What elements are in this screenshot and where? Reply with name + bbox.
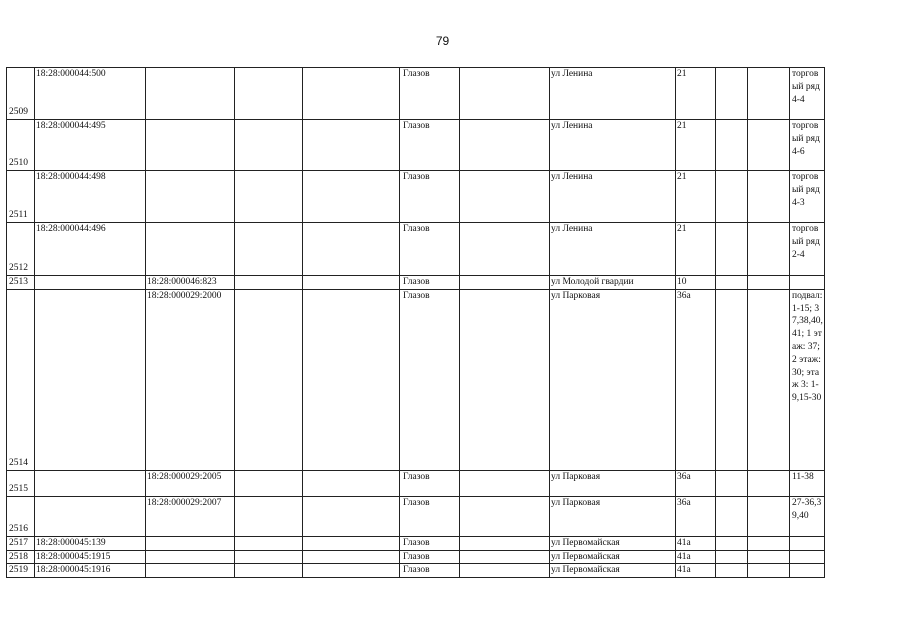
empty-cell <box>716 470 748 496</box>
city-cell: Глазов <box>400 68 460 120</box>
empty-cell <box>748 68 790 120</box>
house-cell: 41а <box>676 550 716 564</box>
table-row <box>7 276 825 290</box>
empty-cell <box>460 223 550 276</box>
empty-cell <box>303 120 400 171</box>
empty-cell <box>460 550 550 564</box>
premises-cell: подвал: 1-15; 37,38,40,41; 1 этаж: 37; 2 этаж: 30; этаж 3: 1-9,15-30 <box>790 289 825 470</box>
empty-cell <box>716 550 748 564</box>
table-row <box>7 536 825 550</box>
city-cell: Глазов <box>400 470 460 496</box>
street-cell: ул Первомайская <box>550 564 676 578</box>
row-number: 2517 <box>7 536 35 550</box>
empty-cell <box>748 223 790 276</box>
empty-cell <box>303 276 400 290</box>
street-cell: ул Первомайская <box>550 550 676 564</box>
premises-cell: 11-38 <box>790 470 825 496</box>
street-cell: ул Ленина <box>550 223 676 276</box>
empty-cell <box>748 470 790 496</box>
registry-table <box>6 67 825 578</box>
premises-cell <box>790 550 825 564</box>
street-cell: ул Молодой гвардии <box>550 276 676 290</box>
premises-cell <box>790 536 825 550</box>
cadastral-number: 18:28:000045:139 <box>35 536 146 550</box>
street-cell: ул Ленина <box>550 171 676 223</box>
house-cell: 41а <box>676 564 716 578</box>
row-number: 2514 <box>7 289 35 470</box>
empty-cell <box>748 550 790 564</box>
page-number: 79 <box>435 34 450 48</box>
building-cadastral-number <box>146 564 235 578</box>
house-cell: 41а <box>676 536 716 550</box>
cadastral-number: 18:28:000044:496 <box>35 223 146 276</box>
empty-cell <box>748 289 790 470</box>
empty-cell <box>716 536 748 550</box>
house-cell: 10 <box>676 276 716 290</box>
premises-cell: торговый ряд 4-4 <box>790 68 825 120</box>
row-number: 2513 <box>7 276 35 290</box>
empty-cell <box>460 120 550 171</box>
empty-cell <box>303 470 400 496</box>
empty-cell <box>235 536 303 550</box>
building-cadastral-number <box>146 171 235 223</box>
house-cell: 36а <box>676 289 716 470</box>
empty-cell <box>716 289 748 470</box>
empty-cell <box>235 289 303 470</box>
building-cadastral-number <box>146 550 235 564</box>
building-cadastral-number: 18:28:000029:2007 <box>146 496 235 536</box>
empty-cell <box>460 470 550 496</box>
cadastral-number: 18:28:000044:500 <box>35 68 146 120</box>
house-cell: 36а <box>676 470 716 496</box>
city-cell: Глазов <box>400 289 460 470</box>
row-number: 2518 <box>7 550 35 564</box>
city-cell: Глазов <box>400 223 460 276</box>
city-cell: Глазов <box>400 120 460 171</box>
table-row <box>7 289 825 470</box>
cadastral-number: 18:28:000045:1916 <box>35 564 146 578</box>
city-cell: Глазов <box>400 550 460 564</box>
row-number: 2509 <box>7 68 35 120</box>
cadastral-number <box>35 289 146 470</box>
city-cell: Глазов <box>400 564 460 578</box>
empty-cell <box>716 223 748 276</box>
premises-cell: торговый ряд 2-4 <box>790 223 825 276</box>
city-cell: Глазов <box>400 171 460 223</box>
table-row <box>7 171 825 223</box>
cadastral-number <box>35 470 146 496</box>
street-cell: ул Парковая <box>550 496 676 536</box>
row-number: 2512 <box>7 223 35 276</box>
empty-cell <box>748 120 790 171</box>
empty-cell <box>303 536 400 550</box>
empty-cell <box>235 68 303 120</box>
cadastral-number <box>35 276 146 290</box>
cadastral-number: 18:28:000044:495 <box>35 120 146 171</box>
empty-cell <box>460 496 550 536</box>
building-cadastral-number <box>146 120 235 171</box>
building-cadastral-number: 18:28:000046:823 <box>146 276 235 290</box>
table-row <box>7 120 825 171</box>
cadastral-number: 18:28:000045:1915 <box>35 550 146 564</box>
table-row <box>7 550 825 564</box>
row-number: 2515 <box>7 470 35 496</box>
building-cadastral-number: 18:28:000029:2005 <box>146 470 235 496</box>
street-cell: ул Парковая <box>550 289 676 470</box>
city-cell: Глазов <box>400 536 460 550</box>
premises-cell: торговый ряд 4-6 <box>790 120 825 171</box>
empty-cell <box>748 564 790 578</box>
empty-cell <box>303 223 400 276</box>
street-cell: ул Ленина <box>550 120 676 171</box>
empty-cell <box>235 120 303 171</box>
empty-cell <box>460 289 550 470</box>
cadastral-number: 18:28:000044:498 <box>35 171 146 223</box>
table-row <box>7 470 825 496</box>
empty-cell <box>303 289 400 470</box>
empty-cell <box>716 496 748 536</box>
empty-cell <box>748 496 790 536</box>
empty-cell <box>235 564 303 578</box>
building-cadastral-number: 18:28:000029:2000 <box>146 289 235 470</box>
empty-cell <box>716 276 748 290</box>
empty-cell <box>303 68 400 120</box>
empty-cell <box>716 171 748 223</box>
table-row <box>7 68 825 120</box>
table-row <box>7 564 825 578</box>
row-number: 2516 <box>7 496 35 536</box>
row-number: 2510 <box>7 120 35 171</box>
house-cell: 21 <box>676 120 716 171</box>
house-cell: 36а <box>676 496 716 536</box>
premises-cell: торговый ряд 4-3 <box>790 171 825 223</box>
city-cell: Глазов <box>400 496 460 536</box>
empty-cell <box>716 120 748 171</box>
empty-cell <box>303 171 400 223</box>
empty-cell <box>748 276 790 290</box>
empty-cell <box>235 223 303 276</box>
empty-cell <box>235 496 303 536</box>
street-cell: ул Парковая <box>550 470 676 496</box>
building-cadastral-number <box>146 536 235 550</box>
table-row <box>7 496 825 536</box>
city-cell: Глазов <box>400 276 460 290</box>
table-row <box>7 223 825 276</box>
empty-cell <box>235 171 303 223</box>
empty-cell <box>235 550 303 564</box>
empty-cell <box>460 276 550 290</box>
premises-cell <box>790 564 825 578</box>
row-number: 2519 <box>7 564 35 578</box>
house-cell: 21 <box>676 68 716 120</box>
empty-cell <box>460 564 550 578</box>
empty-cell <box>748 536 790 550</box>
premises-cell <box>790 276 825 290</box>
empty-cell <box>716 564 748 578</box>
empty-cell <box>716 68 748 120</box>
cadastral-number <box>35 496 146 536</box>
house-cell: 21 <box>676 223 716 276</box>
street-cell: ул Первомайская <box>550 536 676 550</box>
empty-cell <box>748 171 790 223</box>
row-number: 2511 <box>7 171 35 223</box>
house-cell: 21 <box>676 171 716 223</box>
empty-cell <box>303 564 400 578</box>
empty-cell <box>460 171 550 223</box>
street-cell: ул Ленина <box>550 68 676 120</box>
building-cadastral-number <box>146 223 235 276</box>
empty-cell <box>235 276 303 290</box>
building-cadastral-number <box>146 68 235 120</box>
empty-cell <box>460 68 550 120</box>
premises-cell: 27-36,39,40 <box>790 496 825 536</box>
empty-cell <box>303 550 400 564</box>
empty-cell <box>235 470 303 496</box>
empty-cell <box>303 496 400 536</box>
empty-cell <box>460 536 550 550</box>
